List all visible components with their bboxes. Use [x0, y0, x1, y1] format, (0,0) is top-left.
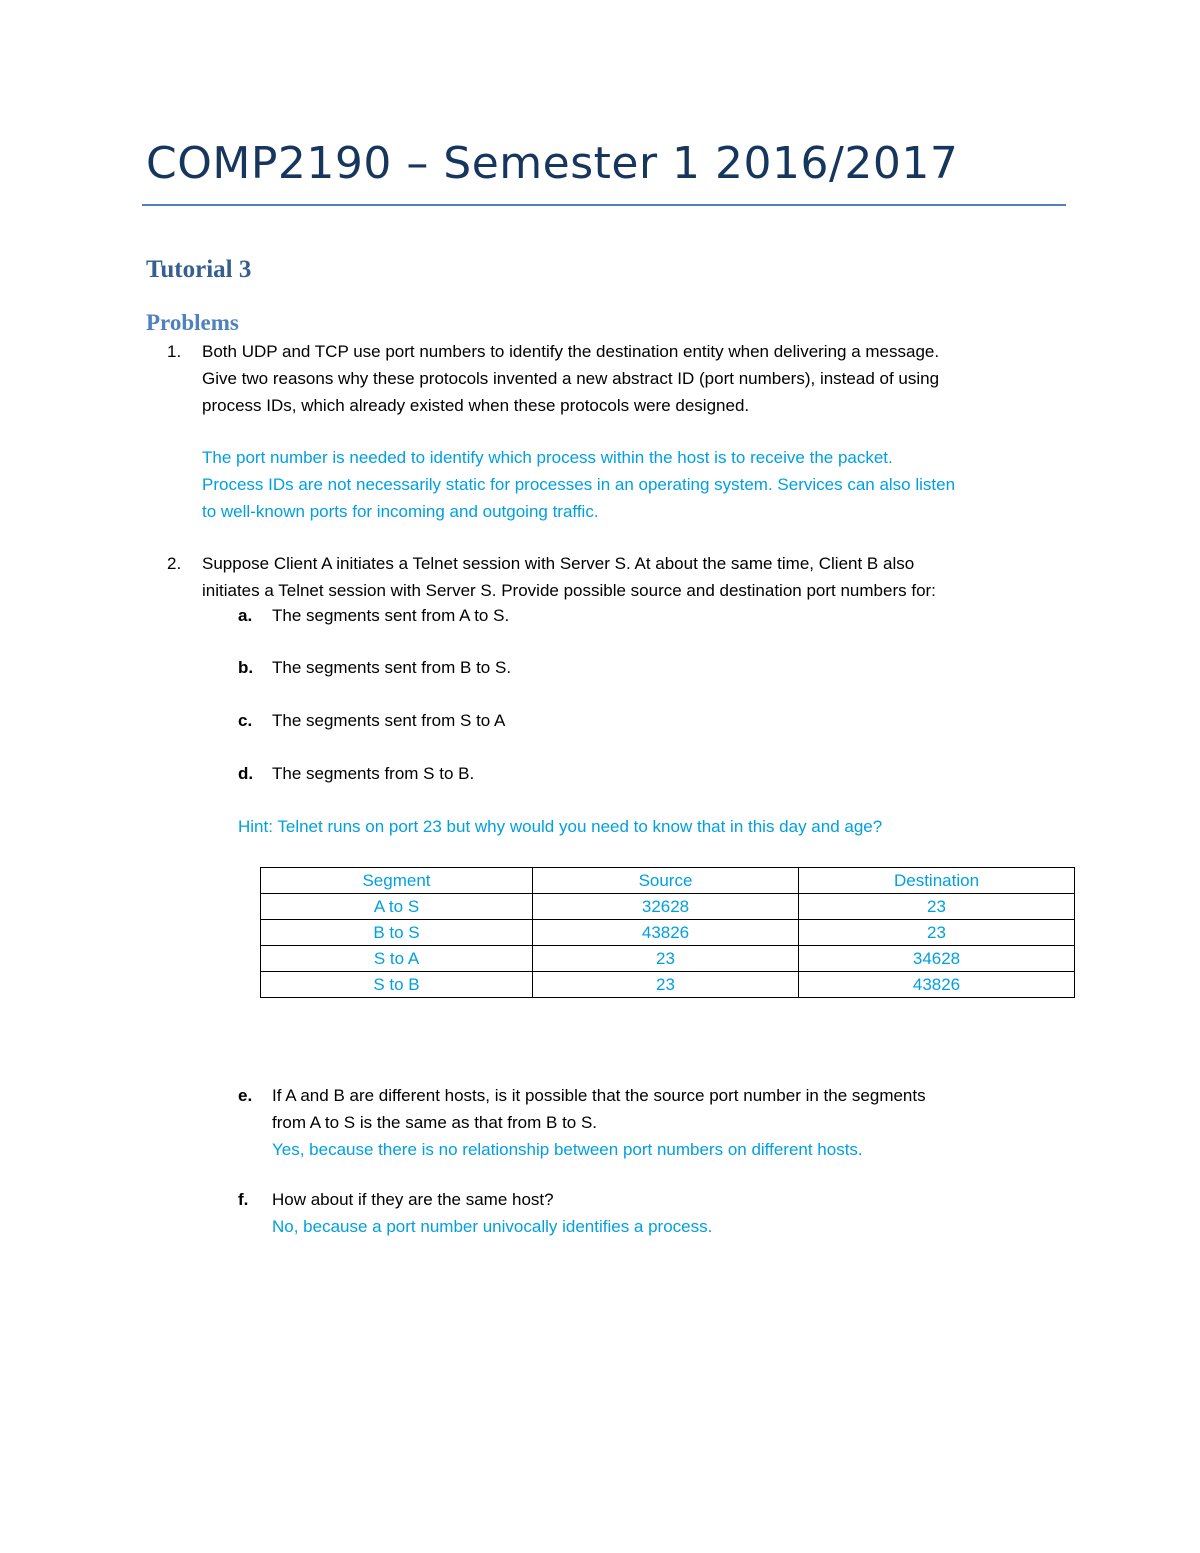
- q2-text: [202, 550, 936, 604]
- q2c-letter: c.: [238, 711, 253, 730]
- q2c-text: The segments sent from S to A: [272, 711, 506, 730]
- cell-destination: 34628: [799, 946, 1075, 972]
- q2f-answer: No, because a port number univocally identifies a process.: [272, 1217, 713, 1236]
- cell-source: 23: [533, 972, 799, 998]
- hint-text: Hint: Telnet runs on port 23 but why would you need to know that in this day and age?: [238, 817, 883, 836]
- header-destination: Destination: [799, 868, 1075, 894]
- q2e-line: If A and B are different hosts, is it possible that the source port number in the segments: [272, 1086, 926, 1105]
- port-table: [260, 867, 1075, 998]
- q2e-line: from A to S is the same as that from B to S.: [272, 1113, 598, 1132]
- q1-answer-line: Process IDs are not necessarily static for processes in an operating system. Services can also listen: [202, 475, 956, 494]
- q2b-letter: b.: [238, 658, 254, 677]
- table-row: [261, 920, 1075, 946]
- q2f-letter: f.: [238, 1190, 249, 1209]
- q2-number: 2.: [167, 554, 182, 573]
- table-row: [261, 972, 1075, 998]
- cell-source: 43826: [533, 920, 799, 946]
- cell-source: 32628: [533, 894, 799, 920]
- header-segment: Segment: [261, 868, 533, 894]
- q2f-question: How about if they are the same host?: [272, 1190, 554, 1209]
- cell-destination: 23: [799, 894, 1075, 920]
- q1-line: Both UDP and TCP use port numbers to identify the destination entity when delivering a message.: [202, 342, 940, 361]
- q2e-answer: Yes, because there is no relationship between port numbers on different hosts.: [272, 1140, 863, 1159]
- tutorial-heading: Tutorial 3: [146, 256, 252, 283]
- q2-line: initiates a Telnet session with Server S. Provide possible source and destination port numbers for:: [202, 581, 936, 600]
- q2-line: Suppose Client A initiates a Telnet session with Server S. At about the same time, Client B also: [202, 554, 915, 573]
- q1-answer-line: to well-known ports for incoming and outgoing traffic.: [202, 502, 599, 521]
- q1-line: process IDs, which already existed when these protocols were designed.: [202, 396, 750, 415]
- q2a-letter: a.: [238, 606, 253, 625]
- q1-line: Give two reasons why these protocols invented a new abstract ID (port numbers), instead of using: [202, 369, 940, 388]
- q2a-text: The segments sent from A to S.: [272, 606, 510, 625]
- cell-segment: S to A: [261, 946, 533, 972]
- cell-destination: 43826: [799, 972, 1075, 998]
- q1-number: 1.: [167, 342, 182, 361]
- header-source: Source: [533, 868, 799, 894]
- q1-text: [202, 338, 939, 419]
- cell-segment: A to S: [261, 894, 533, 920]
- table-header-row: [261, 868, 1075, 894]
- title-underline: [142, 204, 1066, 206]
- q2b-text: The segments sent from B to S.: [272, 658, 512, 677]
- table-row: [261, 894, 1075, 920]
- q2e-letter: e.: [238, 1086, 253, 1105]
- cell-segment: S to B: [261, 972, 533, 998]
- q1-answer-line: The port number is needed to identify which process within the host is to receive the packet.: [202, 448, 893, 467]
- problems-heading: Problems: [146, 310, 239, 335]
- q2d-text: The segments from S to B.: [272, 764, 475, 783]
- cell-source: 23: [533, 946, 799, 972]
- q2e-text: [272, 1082, 926, 1163]
- document-title: COMP2190 – Semester 1 2016/2017: [146, 138, 959, 189]
- q1-answer: [202, 444, 955, 525]
- q2f-text: [272, 1186, 712, 1240]
- cell-destination: 23: [799, 920, 1075, 946]
- table-row: [261, 946, 1075, 972]
- cell-segment: B to S: [261, 920, 533, 946]
- q2d-letter: d.: [238, 764, 254, 783]
